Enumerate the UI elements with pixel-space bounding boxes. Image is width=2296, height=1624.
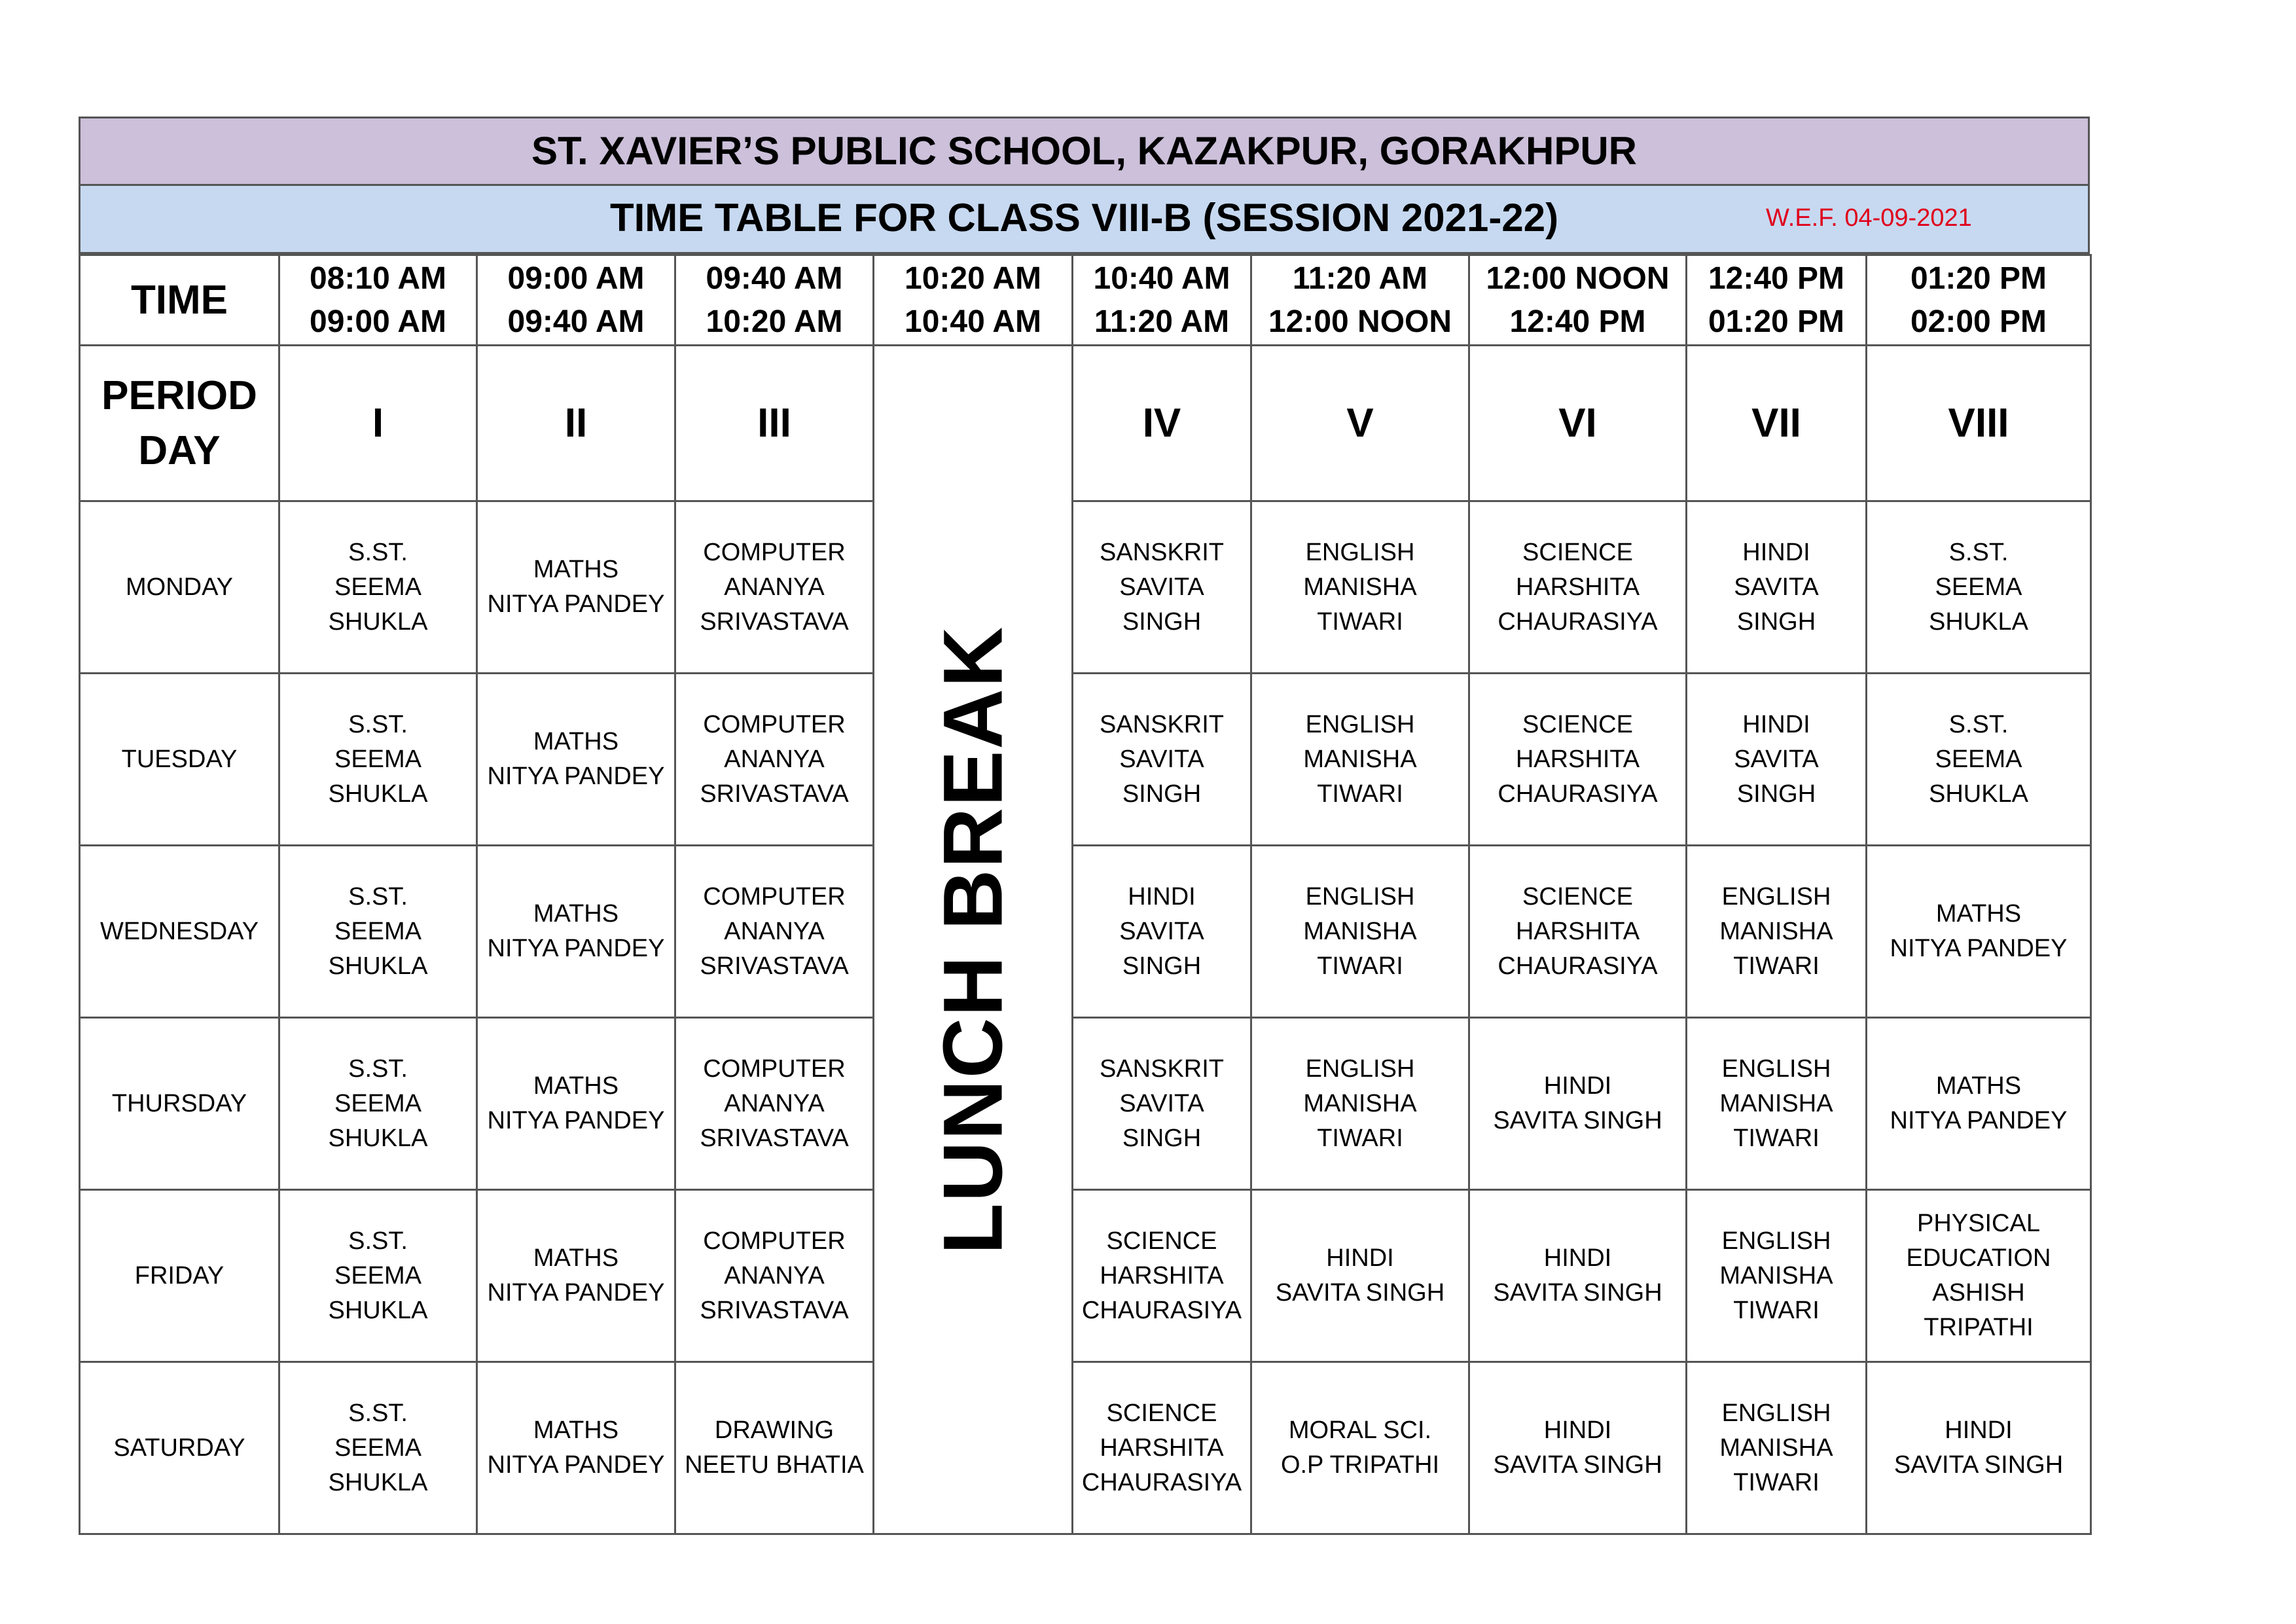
cell-line: SHUKLA xyxy=(328,607,428,636)
cell-line: ASHISH xyxy=(1932,1279,2025,1307)
timetable-title: TIME TABLE FOR CLASS VIII-B (SESSION 2021-22) xyxy=(609,196,1559,240)
class-cell xyxy=(1687,674,1867,846)
day-label: DAY xyxy=(138,427,221,473)
cell-line: SEEMA xyxy=(334,745,422,773)
cell-line: ENGLISH xyxy=(1305,710,1415,738)
class-cell xyxy=(1867,674,2091,846)
time-row xyxy=(80,255,2091,346)
slot-start: 12:40 PM xyxy=(1708,261,1845,296)
day-row xyxy=(80,846,2091,1018)
cell-line: CHAURASIYA xyxy=(1081,1296,1242,1324)
cell-line: MANISHA xyxy=(1303,1089,1417,1117)
cell-line: MATHS xyxy=(1935,900,2022,928)
cell-line: SINGH xyxy=(1736,780,1816,808)
slot-end: 11:20 AM xyxy=(1094,304,1230,339)
slot-end: 02:00 PM xyxy=(1910,304,2047,339)
cell-line: COMPUTER xyxy=(703,882,846,911)
cell-line: TIWARI xyxy=(1733,1468,1820,1496)
slot-end: 09:00 AM xyxy=(310,304,446,339)
class-cell xyxy=(1073,1018,1251,1190)
cell-line: SEEMA xyxy=(334,1089,422,1117)
slot-end: 10:40 AM xyxy=(905,304,1041,339)
cell-line: TIWARI xyxy=(1317,607,1403,636)
cell-line: S.ST. xyxy=(348,538,408,566)
period-day-label xyxy=(80,346,279,501)
cell-line: HINDI xyxy=(1543,1072,1612,1100)
class-cell xyxy=(477,501,675,674)
class-cell xyxy=(1251,846,1469,1018)
cell-line: ENGLISH xyxy=(1721,1055,1831,1083)
class-cell xyxy=(1469,846,1687,1018)
slot-start: 01:20 PM xyxy=(1910,261,2047,296)
time-slot xyxy=(1469,255,1687,346)
cell-line: NITYA PANDEY xyxy=(487,590,665,618)
cell-line: SAVITA SINGH xyxy=(1493,1451,1662,1479)
cell-line: SHUKLA xyxy=(1928,607,2029,636)
class-cell xyxy=(279,1018,477,1190)
class-cell xyxy=(1073,1190,1251,1362)
cell-line: SAVITA SINGH xyxy=(1275,1279,1445,1307)
class-cell xyxy=(279,1190,477,1362)
day-row xyxy=(80,1018,2091,1190)
cell-line: MATHS xyxy=(533,1072,619,1100)
cell-line: COMPUTER xyxy=(703,1227,846,1255)
period-number: VIII xyxy=(1867,346,2091,501)
cell-line: MANISHA xyxy=(1719,1261,1833,1290)
cell-line: SAVITA xyxy=(1119,745,1204,773)
effective-date: W.E.F. 04-09-2021 xyxy=(1766,204,1972,232)
cell-line: HINDI xyxy=(1128,882,1196,911)
cell-line: ANANYA xyxy=(724,745,825,773)
cell-line: SANSKRIT xyxy=(1099,538,1225,566)
cell-line: SAVITA xyxy=(1119,1089,1204,1117)
cell-line: HARSHITA xyxy=(1515,745,1640,773)
cell-line: SCIENCE xyxy=(1522,710,1633,738)
cell-line: SCIENCE xyxy=(1522,882,1633,911)
class-cell xyxy=(1687,501,1867,674)
cell-line: EDUCATION xyxy=(1906,1244,2051,1272)
cell-line: MANISHA xyxy=(1719,917,1833,945)
cell-line: COMPUTER xyxy=(703,1055,846,1083)
cell-line: NITYA PANDEY xyxy=(487,763,665,790)
cell-line: SINGH xyxy=(1122,952,1202,980)
cell-line: MATHS xyxy=(533,556,619,583)
class-cell xyxy=(477,1018,675,1190)
cell-line: TIWARI xyxy=(1317,780,1403,808)
class-cell xyxy=(675,1362,874,1534)
cell-line: TRIPATHI xyxy=(1924,1314,2034,1341)
cell-line: TIWARI xyxy=(1317,952,1403,980)
period-number: I xyxy=(279,346,477,501)
cell-line: HINDI xyxy=(1742,538,1810,566)
cell-line: SEEMA xyxy=(334,917,422,945)
lunch-break-label: LUNCH BREAK xyxy=(926,625,1020,1254)
class-cell xyxy=(477,846,675,1018)
cell-line: HARSHITA xyxy=(1515,573,1640,601)
class-cell xyxy=(675,1190,874,1362)
cell-line: COMPUTER xyxy=(703,710,846,738)
cell-line: TIWARI xyxy=(1733,1296,1820,1324)
period-number: VI xyxy=(1469,346,1687,501)
class-cell xyxy=(1469,1190,1687,1362)
period-number: III xyxy=(675,346,874,501)
cell-line: S.ST. xyxy=(1948,538,2009,566)
slot-start: 11:20 AM xyxy=(1292,261,1428,296)
cell-line: SANSKRIT xyxy=(1099,710,1225,738)
cell-line: CHAURASIYA xyxy=(1498,952,1658,980)
class-cell xyxy=(1251,1190,1469,1362)
cell-line: SHUKLA xyxy=(1928,780,2029,808)
class-cell xyxy=(675,674,874,846)
cell-line: COMPUTER xyxy=(703,538,846,566)
class-cell xyxy=(477,1190,675,1362)
cell-line: HINDI xyxy=(1326,1244,1394,1272)
period-number: II xyxy=(477,346,675,501)
class-cell xyxy=(1867,1190,2091,1362)
cell-line: ENGLISH xyxy=(1305,1055,1415,1083)
day-name: FRIDAY xyxy=(80,1190,279,1362)
class-cell xyxy=(279,674,477,846)
cell-line: SHUKLA xyxy=(328,1296,428,1324)
time-slot xyxy=(477,255,675,346)
cell-line: SINGH xyxy=(1122,1124,1202,1152)
slot-end: 10:20 AM xyxy=(706,304,843,339)
cell-line: NITYA PANDEY xyxy=(487,1451,665,1479)
title-banner xyxy=(79,186,2090,254)
cell-line: SAVITA xyxy=(1119,917,1204,945)
cell-line: MATHS xyxy=(533,900,619,928)
cell-line: NITYA PANDEY xyxy=(1890,935,2068,962)
cell-line: SRIVASTAVA xyxy=(700,952,849,980)
time-slot xyxy=(279,255,477,346)
cell-line: SCIENCE xyxy=(1106,1227,1217,1255)
cell-line: ENGLISH xyxy=(1721,1399,1831,1427)
slot-start: 10:20 AM xyxy=(905,261,1041,296)
day-name: THURSDAY xyxy=(80,1018,279,1190)
cell-line: SEEMA xyxy=(334,1261,422,1290)
cell-line: ANANYA xyxy=(724,1089,825,1117)
cell-line: SCIENCE xyxy=(1522,538,1633,566)
school-name-banner xyxy=(79,117,2090,186)
cell-line: SINGH xyxy=(1736,607,1816,636)
cell-line: MANISHA xyxy=(1303,917,1417,945)
cell-line: S.ST. xyxy=(1948,710,2009,738)
cell-line: S.ST. xyxy=(348,710,408,738)
slot-end: 12:40 PM xyxy=(1509,304,1646,339)
time-slot xyxy=(1687,255,1867,346)
class-cell xyxy=(477,674,675,846)
day-row xyxy=(80,501,2091,674)
slot-start: 08:10 AM xyxy=(310,261,446,296)
cell-line: SINGH xyxy=(1122,780,1202,808)
school-name: ST. XAVIER’S PUBLIC SCHOOL, KAZAKPUR, GORAKHPUR xyxy=(531,129,1637,173)
class-cell xyxy=(1867,1018,2091,1190)
cell-line: MATHS xyxy=(533,728,619,755)
cell-line: HINDI xyxy=(1543,1416,1612,1444)
cell-line: ENGLISH xyxy=(1305,882,1415,911)
class-cell xyxy=(1469,501,1687,674)
cell-line: NEETU BHATIA xyxy=(685,1451,864,1479)
time-slot xyxy=(675,255,874,346)
class-cell xyxy=(1687,846,1867,1018)
class-cell xyxy=(1073,501,1251,674)
slot-start: 09:00 AM xyxy=(507,261,645,296)
cell-line: SHUKLA xyxy=(328,780,428,808)
class-cell xyxy=(1687,1018,1867,1190)
cell-line: HINDI xyxy=(1945,1416,2013,1444)
class-cell xyxy=(477,1362,675,1534)
class-cell xyxy=(1687,1362,1867,1534)
cell-line: SANSKRIT xyxy=(1099,1055,1225,1083)
class-cell xyxy=(675,1018,874,1190)
slot-start: 09:40 AM xyxy=(706,261,843,296)
lunch-break-column xyxy=(874,346,1073,1534)
cell-line: ENGLISH xyxy=(1721,882,1831,911)
cell-line: SAVITA xyxy=(1119,573,1204,601)
cell-line: MATHS xyxy=(533,1416,619,1444)
cell-line: ANANYA xyxy=(724,573,825,601)
cell-line: SCIENCE xyxy=(1106,1399,1217,1427)
period-number: VII xyxy=(1687,346,1867,501)
timetable-grid xyxy=(79,254,2092,1535)
slot-end: 01:20 PM xyxy=(1708,304,1845,339)
class-cell xyxy=(675,846,874,1018)
class-cell xyxy=(1251,501,1469,674)
day-row xyxy=(80,674,2091,846)
cell-line: SAVITA xyxy=(1734,745,1819,773)
class-cell xyxy=(1469,1362,1687,1534)
class-cell xyxy=(1073,846,1251,1018)
slot-end: 12:00 NOON xyxy=(1268,304,1452,339)
class-cell xyxy=(279,846,477,1018)
cell-line: HARSHITA xyxy=(1100,1261,1224,1290)
cell-line: S.ST. xyxy=(348,1227,408,1255)
day-row xyxy=(80,1362,2091,1534)
class-cell xyxy=(1469,674,1687,846)
cell-line: MANISHA xyxy=(1303,745,1417,773)
cell-line: MATHS xyxy=(1935,1072,2022,1100)
cell-line: CHAURASIYA xyxy=(1498,780,1658,808)
cell-line: HINDI xyxy=(1543,1244,1612,1272)
day-name: MONDAY xyxy=(80,501,279,674)
day-name: WEDNESDAY xyxy=(80,846,279,1018)
day-name: TUESDAY xyxy=(80,674,279,846)
class-cell xyxy=(1251,1362,1469,1534)
class-cell xyxy=(1687,1190,1867,1362)
cell-line: SEEMA xyxy=(1935,745,2022,773)
timetable xyxy=(79,117,2090,1535)
class-cell xyxy=(279,1362,477,1534)
class-cell xyxy=(1251,1018,1469,1190)
cell-line: HINDI xyxy=(1742,710,1810,738)
cell-line: PHYSICAL xyxy=(1917,1210,2040,1237)
cell-line: NITYA PANDEY xyxy=(487,1107,665,1134)
time-label: TIME xyxy=(80,255,279,346)
cell-line: NITYA PANDEY xyxy=(1890,1107,2068,1134)
class-cell xyxy=(1469,1018,1687,1190)
cell-line: S.ST. xyxy=(348,1055,408,1083)
cell-line: MANISHA xyxy=(1719,1089,1833,1117)
cell-line: TIWARI xyxy=(1733,1124,1820,1152)
cell-line: CHAURASIYA xyxy=(1081,1468,1242,1496)
slot-start: 12:00 NOON xyxy=(1486,261,1670,296)
cell-line: SRIVASTAVA xyxy=(700,780,849,808)
period-number: V xyxy=(1251,346,1469,501)
class-cell xyxy=(1251,674,1469,846)
cell-line: HARSHITA xyxy=(1100,1434,1224,1462)
cell-line: SHUKLA xyxy=(328,1468,428,1496)
period-row xyxy=(80,346,2091,501)
cell-line: S.ST. xyxy=(348,882,408,911)
cell-line: SAVITA SINGH xyxy=(1893,1451,2064,1479)
cell-line: SRIVASTAVA xyxy=(700,1296,849,1324)
slot-start: 10:40 AM xyxy=(1093,261,1230,296)
class-cell xyxy=(1867,846,2091,1018)
cell-line: MANISHA xyxy=(1303,573,1417,601)
cell-line: ANANYA xyxy=(724,917,825,945)
cell-line: TIWARI xyxy=(1317,1124,1403,1152)
class-cell xyxy=(1867,501,2091,674)
cell-line: ENGLISH xyxy=(1305,538,1415,566)
cell-line: O.P TRIPATHI xyxy=(1280,1451,1440,1479)
cell-line: SAVITA xyxy=(1734,573,1819,601)
cell-line: NITYA PANDEY xyxy=(487,1279,665,1307)
cell-line: S.ST. xyxy=(348,1399,408,1427)
period-number: IV xyxy=(1073,346,1251,501)
cell-line: SEEMA xyxy=(334,573,422,601)
cell-line: SHUKLA xyxy=(328,952,428,980)
cell-line: CHAURASIYA xyxy=(1498,607,1658,636)
slot-end: 09:40 AM xyxy=(507,304,645,339)
day-name: SATURDAY xyxy=(80,1362,279,1534)
cell-line: SAVITA SINGH xyxy=(1493,1107,1662,1134)
cell-line: DRAWING xyxy=(714,1416,834,1444)
class-cell xyxy=(1073,674,1251,846)
class-cell xyxy=(1867,1362,2091,1534)
cell-line: SRIVASTAVA xyxy=(700,1124,849,1152)
cell-line: ENGLISH xyxy=(1721,1227,1831,1255)
cell-line: MATHS xyxy=(533,1244,619,1272)
cell-line: ANANYA xyxy=(724,1261,825,1290)
cell-line: SRIVASTAVA xyxy=(700,607,849,636)
cell-line: TIWARI xyxy=(1733,952,1820,980)
cell-line: SAVITA SINGH xyxy=(1493,1279,1662,1307)
cell-line: HARSHITA xyxy=(1515,917,1640,945)
cell-line: SEEMA xyxy=(334,1434,422,1462)
cell-line: SINGH xyxy=(1122,607,1202,636)
cell-line: SHUKLA xyxy=(328,1124,428,1152)
time-slot xyxy=(1073,255,1251,346)
cell-line: MORAL SCI. xyxy=(1288,1416,1432,1444)
time-slot xyxy=(1251,255,1469,346)
cell-line: SEEMA xyxy=(1935,573,2022,601)
time-slot xyxy=(874,255,1073,346)
period-label: PERIOD xyxy=(101,372,257,418)
cell-line: MANISHA xyxy=(1719,1434,1833,1462)
class-cell xyxy=(675,501,874,674)
cell-line: NITYA PANDEY xyxy=(487,935,665,962)
class-cell xyxy=(1073,1362,1251,1534)
time-slot xyxy=(1867,255,2091,346)
day-row xyxy=(80,1190,2091,1362)
class-cell xyxy=(279,501,477,674)
